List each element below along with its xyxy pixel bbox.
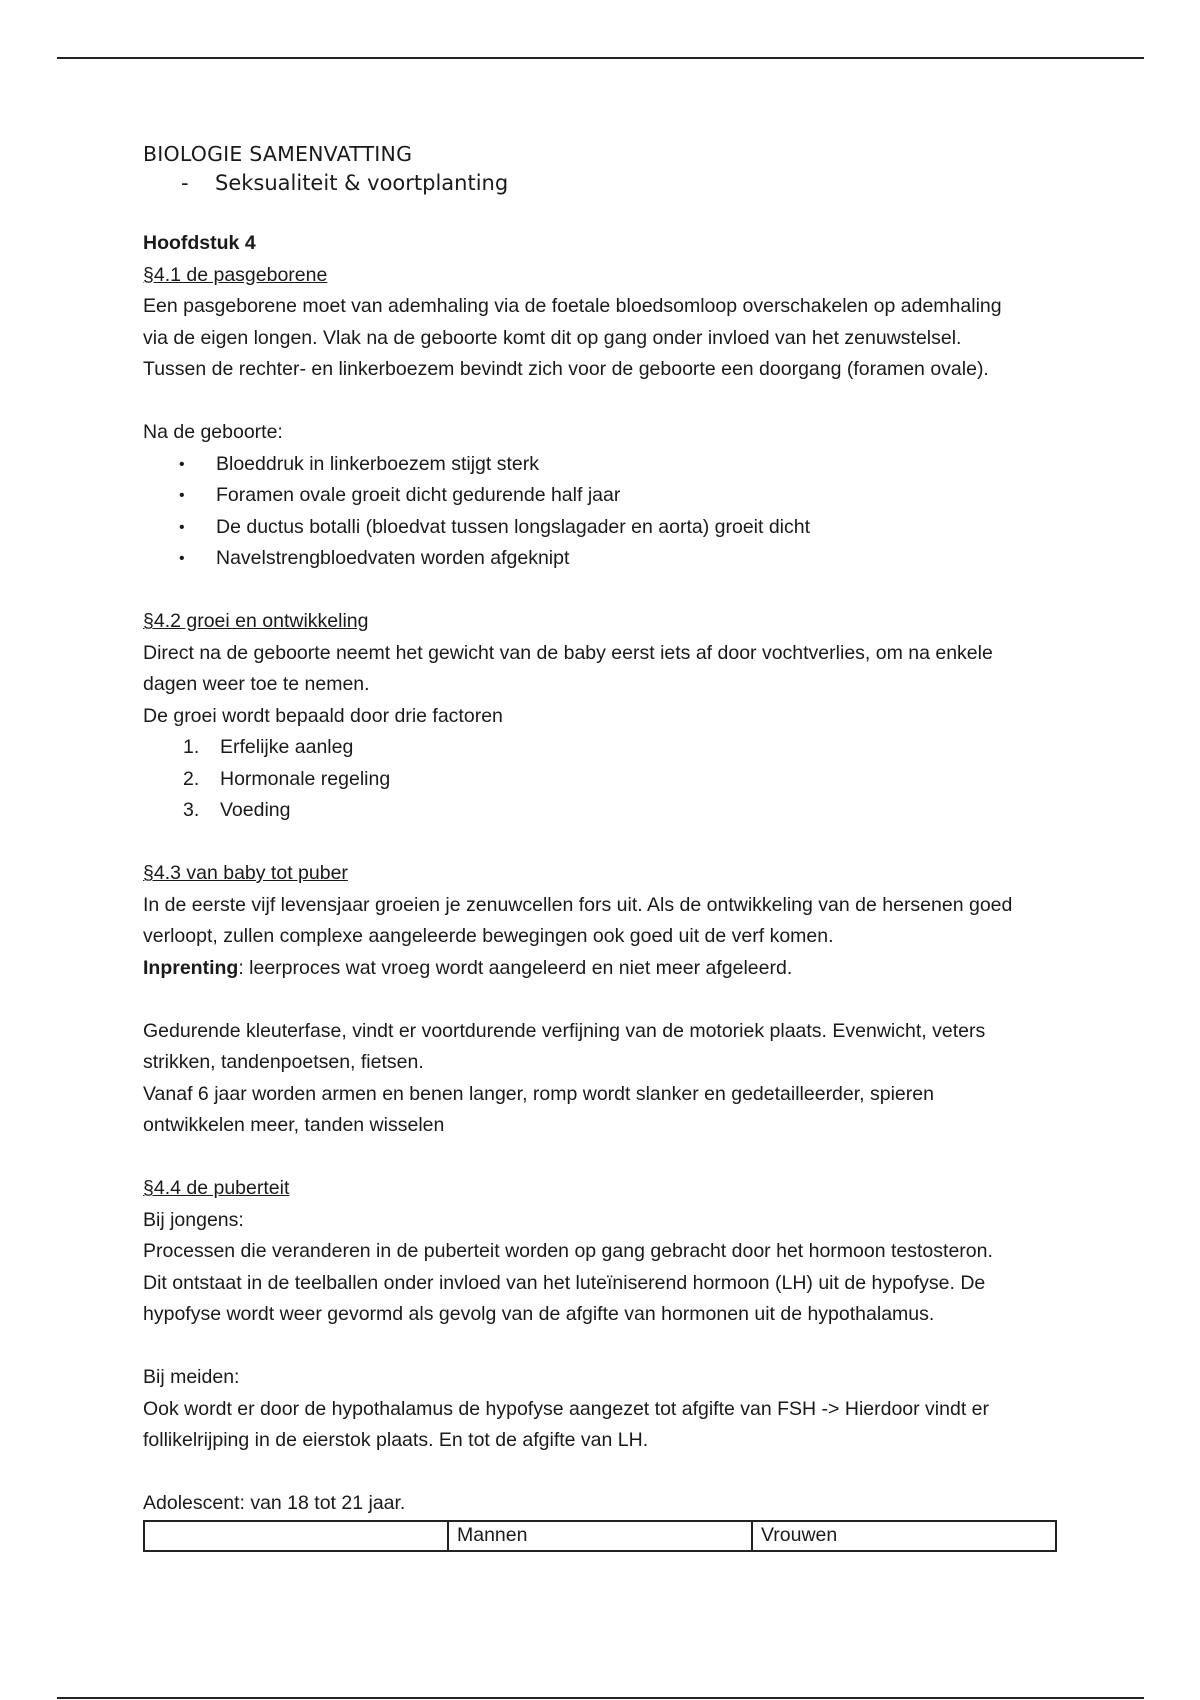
list-number: 2. bbox=[183, 767, 200, 790]
paragraph-line: Ook wordt er door de hypothalamus de hypofyse aangezet tot afgifte van FSH -> Hierdoor vindt er bbox=[143, 1397, 990, 1420]
blank-line bbox=[143, 575, 1063, 607]
paragraph-line: Direct na de geboorte neemt het gewicht van de baby eerst iets af door vochtverlies, om na enkele bbox=[143, 641, 993, 664]
paragraph-line: De groei wordt bepaald door drie factoren bbox=[143, 704, 503, 727]
comparison-table bbox=[143, 1520, 1057, 1552]
after-birth-label: Na de geboorte: bbox=[143, 421, 283, 443]
list-number: 1. bbox=[183, 736, 200, 758]
section-heading-4-1: §4.1 de pasgeborene bbox=[143, 263, 328, 286]
list-item bbox=[143, 512, 1063, 544]
table-header-vrouwen: Vrouwen bbox=[752, 1521, 1056, 1551]
bullet-icon: • bbox=[179, 518, 185, 536]
growth-factors-list bbox=[143, 732, 1063, 827]
subtitle-dash-marker: - bbox=[181, 171, 189, 195]
paragraph-line: dagen weer toe te nemen. bbox=[143, 673, 370, 695]
defined-term: Inprenting bbox=[143, 956, 239, 979]
list-item bbox=[143, 795, 1063, 827]
paragraph-line: Processen die veranderen in de puberteit worden op gang gebracht door het hormoon testosteron. bbox=[143, 1240, 993, 1262]
paragraph-line: follikelrijping in de eierstok plaats. En tot de afgifte van LH. bbox=[143, 1429, 649, 1451]
paragraph-line: strikken, tandenpoetsen, fietsen. bbox=[143, 1051, 424, 1073]
top-page-rule bbox=[57, 57, 1144, 59]
table-cell-empty bbox=[144, 1521, 448, 1551]
list-item-text: Voeding bbox=[220, 799, 291, 821]
list-item-text: Foramen ovale groeit dicht gedurende half jaar bbox=[216, 484, 621, 506]
blank-line bbox=[143, 984, 1063, 1016]
paragraph-line: via de eigen longen. Vlak na de geboorte komt dit op gang onder invloed van het zenuwstelsel. bbox=[143, 326, 962, 349]
paragraph-line: Gedurende kleuterfase, vindt er voortdurende verfijning van de motoriek plaats. Evenwicht, veters bbox=[143, 1019, 986, 1042]
table-header-mannen: Mannen bbox=[448, 1521, 752, 1551]
paragraph-line: Een pasgeborene moet van ademhaling via de foetale bloedsomloop overschakelen op ademhaling bbox=[143, 295, 1002, 317]
list-item-text: Erfelijke aanleg bbox=[220, 736, 354, 758]
section-heading-4-4: §4.4 de puberteit bbox=[143, 1177, 290, 1199]
document-subtitle bbox=[143, 168, 1063, 198]
section-heading-4-3: §4.3 van baby tot puber bbox=[143, 862, 348, 884]
paragraph-line: Dit ontstaat in de teelballen onder invloed van het luteïniserend hormoon (LH) uit de hypofyse. De bbox=[143, 1271, 986, 1294]
bullet-icon: • bbox=[179, 455, 185, 473]
paragraph-line: ontwikkelen meer, tanden wisselen bbox=[143, 1114, 445, 1136]
adolescent-line: Adolescent: van 18 tot 21 jaar. bbox=[143, 1492, 406, 1514]
blank-line bbox=[143, 1331, 1063, 1363]
blank-line bbox=[143, 386, 1063, 418]
definition-line bbox=[143, 953, 1063, 985]
document-body bbox=[143, 140, 1063, 1552]
list-item-text: Bloeddruk in linkerboezem stijgt sterk bbox=[216, 452, 539, 475]
table-row bbox=[144, 1521, 1056, 1551]
chapter-heading: Hoofdstuk 4 bbox=[143, 232, 256, 254]
term-definition: : leerproces wat vroeg wordt aangeleerd en niet meer afgeleerd. bbox=[238, 956, 793, 979]
blank-line bbox=[143, 827, 1063, 859]
blank-line bbox=[143, 1457, 1063, 1489]
paragraph-line: hypofyse wordt weer gevormd als gevolg van de afgifte van hormonen uit de hypothalamus. bbox=[143, 1303, 935, 1325]
paragraph-line: In de eerste vijf levensjaar groeien je zenuwcellen fors uit. Als de ontwikkeling van de hersenen goed bbox=[143, 893, 1013, 916]
list-item-text: De ductus botalli (bloedvat tussen longslagader en aorta) groeit dicht bbox=[216, 515, 811, 538]
paragraph-line: Vanaf 6 jaar worden armen en benen langer, romp wordt slanker en gedetailleerder, spieren bbox=[143, 1082, 934, 1105]
paragraph-line: verloopt, zullen complexe aangeleerde bewegingen ook goed uit de verf komen. bbox=[143, 925, 834, 947]
document-title: BIOLOGIE SAMENVATTING bbox=[143, 142, 413, 166]
bullet-icon: • bbox=[179, 487, 185, 504]
list-item bbox=[143, 543, 1063, 575]
list-item bbox=[143, 480, 1063, 512]
girls-label: Bij meiden: bbox=[143, 1366, 240, 1388]
list-number: 3. bbox=[183, 799, 200, 821]
list-item bbox=[143, 449, 1063, 481]
boys-label: Bij jongens: bbox=[143, 1208, 244, 1231]
bullet-icon: • bbox=[179, 550, 185, 567]
list-item bbox=[143, 764, 1063, 796]
list-item-text: Hormonale regeling bbox=[220, 767, 391, 790]
section-heading-4-2: §4.2 groei en ontwikkeling bbox=[143, 610, 369, 632]
blank-line bbox=[143, 1142, 1063, 1174]
list-item bbox=[143, 732, 1063, 764]
list-item-text: Navelstrengbloedvaten worden afgeknipt bbox=[216, 547, 570, 569]
after-birth-list bbox=[143, 449, 1063, 575]
bottom-page-rule bbox=[57, 1697, 1144, 1699]
paragraph-line: Tussen de rechter- en linkerboezem bevindt zich voor de geboorte een doorgang (foramen ovale). bbox=[143, 358, 989, 380]
subtitle-text: Seksualiteit & voortplanting bbox=[215, 171, 509, 195]
